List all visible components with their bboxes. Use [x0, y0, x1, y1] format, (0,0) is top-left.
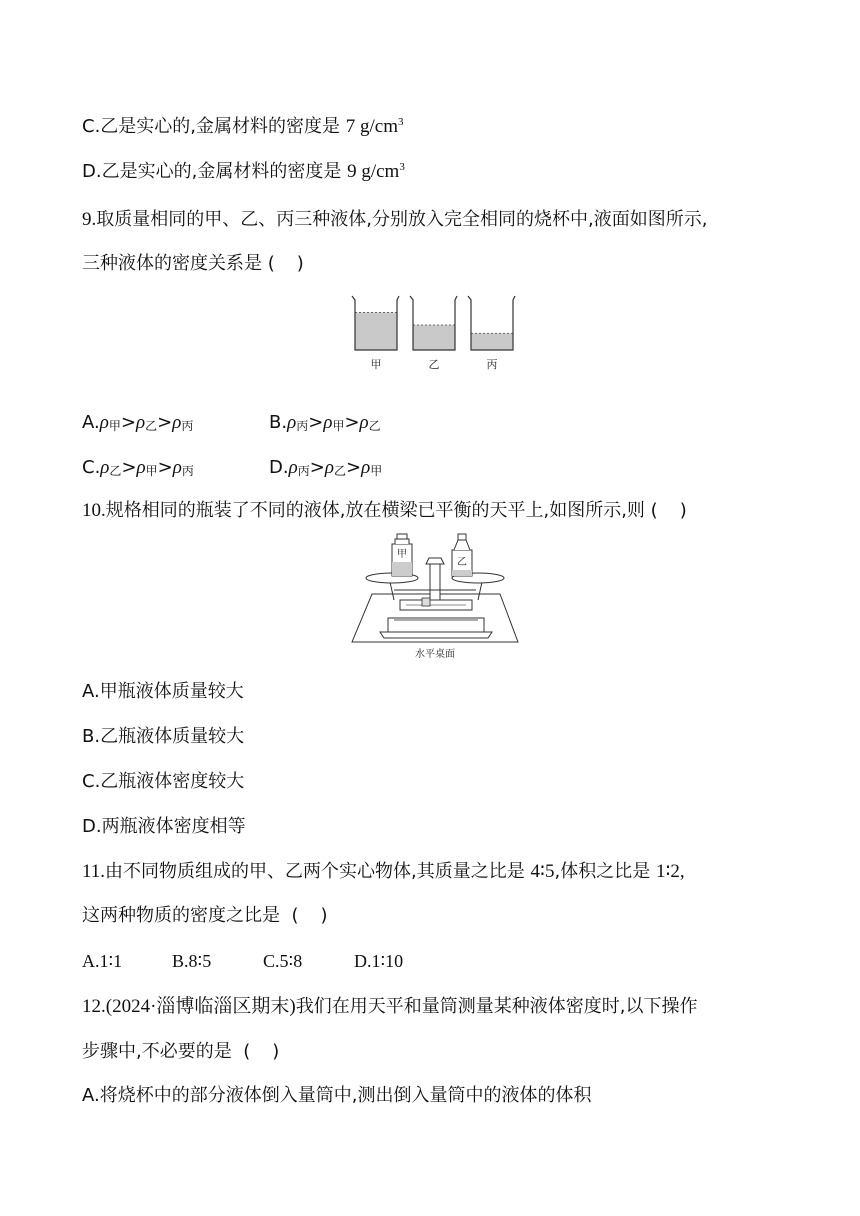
question-text: 取质量相同的甲、乙、丙三种液体,分别放入完全相同的烧杯中,液面如图所示,: [96, 209, 708, 230]
volume-ratio: 1∶2,: [655, 861, 685, 882]
question-number: 9.: [82, 209, 97, 230]
question-number: 10.: [82, 500, 106, 521]
q11-stem-line1: [82, 859, 685, 885]
question-source: (2024·淄博临淄区期末): [105, 996, 296, 1017]
option-text: 乙是实心的,金属材料的密度是: [101, 161, 342, 182]
q11-option-d: D.1∶10: [354, 951, 404, 971]
q9-stem-line1: [82, 207, 707, 233]
answer-paren-close: ): [679, 500, 687, 521]
q10-stem: [82, 498, 687, 524]
q10-option-b: B.乙瓶液体质量较大: [82, 726, 245, 747]
q9-option-d: D.ρ丙>ρ乙>ρ甲: [269, 457, 383, 478]
bottle-right-label: 乙: [457, 557, 467, 568]
density-value: 7 g/cm: [345, 116, 399, 137]
density-value: 9 g/cm: [347, 161, 400, 182]
q9-option-c: C.ρ乙>ρ甲>ρ丙: [82, 457, 194, 478]
beaker-1: [352, 296, 399, 371]
question-text: 规格相同的瓶装了不同的液体,放在横梁已平衡的天平上,如图所示,则: [105, 500, 645, 521]
q10-balance-figure: [350, 532, 520, 662]
beaker-label: 乙: [428, 358, 440, 371]
beaker-liquid: [355, 313, 397, 350]
question-text: 由不同物质组成的甲、乙两个实心物体,其质量之比是: [105, 861, 525, 882]
beaker-liquid: [471, 333, 513, 350]
question-number: 12.: [82, 996, 106, 1017]
answer-paren-close: ): [320, 905, 328, 926]
answer-paren-open: (: [291, 905, 299, 926]
q9-beakers-figure: [345, 292, 525, 374]
answer-paren-open: (: [267, 253, 275, 274]
beaker-label: 丙: [486, 358, 498, 371]
beaker-liquid: [413, 325, 455, 350]
q10-option-d: D.两瓶液体密度相等: [82, 816, 246, 837]
question-text: 三种液体的密度关系是: [82, 253, 262, 274]
q8-option-c: [82, 114, 404, 140]
bottle-yi: [452, 534, 472, 576]
option-prefix: D.: [82, 161, 102, 182]
mass-ratio: 4∶5: [530, 861, 555, 882]
q11-option-b: B.8∶5: [172, 951, 212, 971]
q12-option-a: A.将烧杯中的部分液体倒入量筒中,测出倒入量筒中的液体的体积: [82, 1085, 592, 1106]
q11-option-c: C.5∶8: [263, 951, 303, 971]
beaker-label: 甲: [370, 358, 382, 371]
q8-option-d: [82, 159, 405, 185]
q12-stem-line1: [82, 994, 697, 1020]
answer-paren-close: ): [272, 1041, 280, 1062]
answer-paren-close: ): [296, 253, 304, 274]
exponent: 3: [398, 116, 404, 128]
q10-option-a: A.甲瓶液体质量较大: [82, 681, 244, 702]
q12-stem-line2: [82, 1039, 279, 1065]
bottle-left-label: 甲: [397, 549, 407, 560]
question-text: 我们在用天平和量筒测量某种液体密度时,以下操作: [295, 996, 698, 1017]
answer-paren-open: (: [243, 1041, 251, 1062]
answer-paren-open: (: [650, 500, 658, 521]
question-text: ,体积之比是: [554, 861, 651, 882]
figure-caption: 水平桌面: [415, 649, 455, 660]
bottle-jia: [392, 534, 412, 576]
q11-stem-line2: [82, 903, 328, 929]
question-number: 11.: [82, 861, 106, 882]
q11-option-a: A.1∶1: [82, 951, 123, 971]
beaker-2: [410, 296, 457, 371]
beaker-3: [468, 296, 515, 371]
q9-option-b: B.ρ丙>ρ甲>ρ乙: [269, 412, 381, 433]
q9-stem-line2: [82, 251, 304, 277]
question-text: 步骤中,不必要的是: [82, 1041, 232, 1062]
option-text: 乙是实心的,金属材料的密度是: [100, 116, 341, 137]
option-prefix: C.: [82, 116, 101, 137]
q10-option-c: C.乙瓶液体密度较大: [82, 771, 245, 792]
question-text: 这两种物质的密度之比是: [82, 905, 280, 926]
q9-option-a: A.ρ甲>ρ乙>ρ丙: [82, 412, 194, 433]
exponent: 3: [399, 161, 405, 173]
